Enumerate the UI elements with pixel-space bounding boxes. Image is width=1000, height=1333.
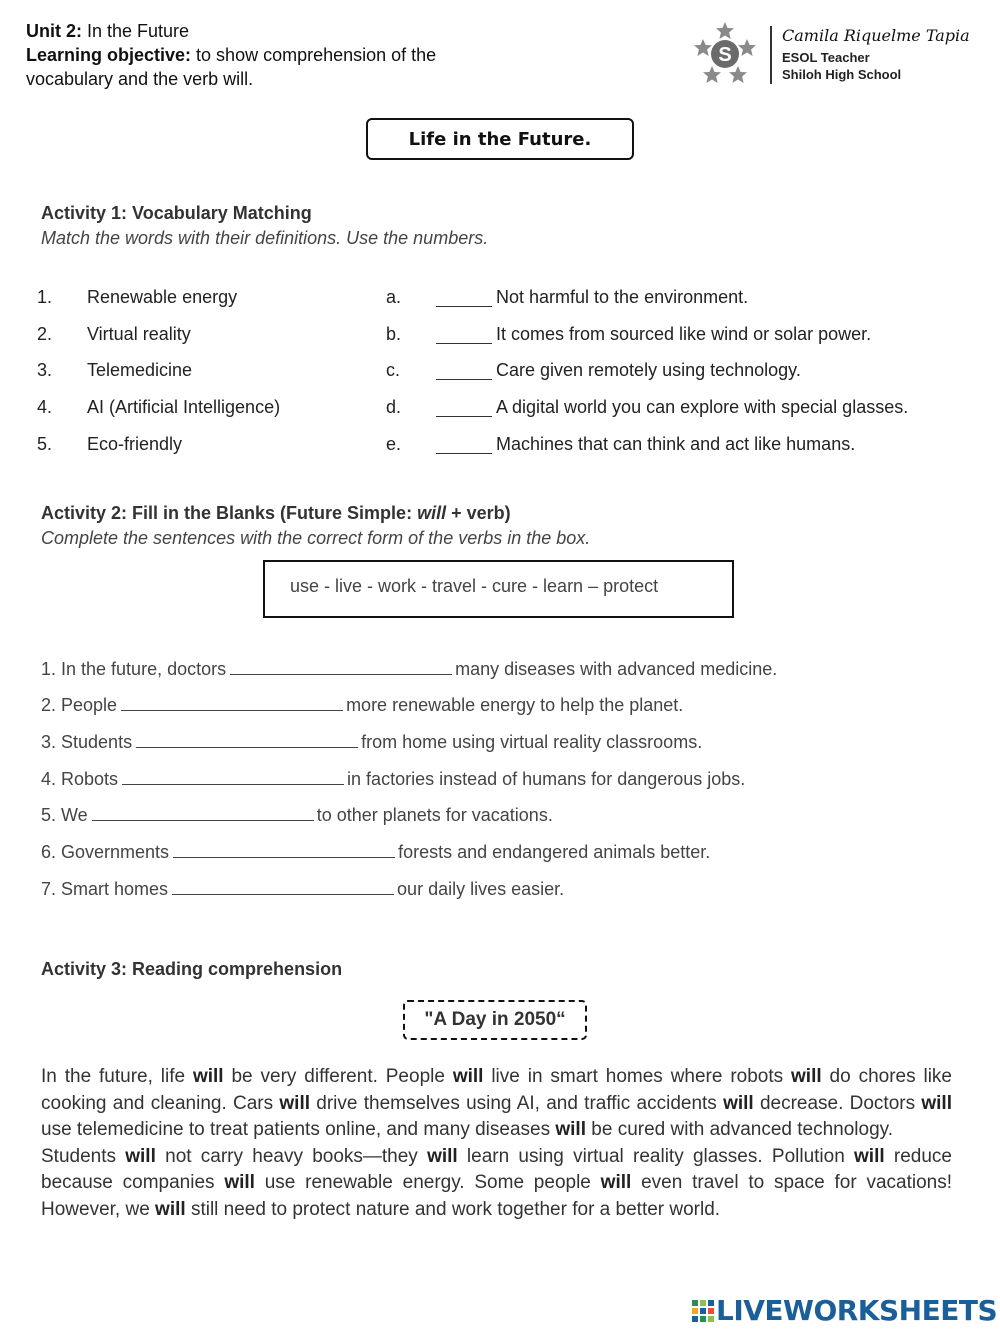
keyword-will: will: [125, 1145, 156, 1167]
sentence-start: 6. Governments: [41, 842, 170, 862]
fill-sentence: [41, 692, 683, 718]
passage-text: use telemedicine to treat patients online, and many diseases: [41, 1119, 556, 1140]
activity2-instructions: Complete the sentences with the correct form of the verbs in the box.: [41, 528, 591, 548]
definition-letter: b.: [386, 324, 402, 344]
passage-text: do chores like cooking and cleaning. Cars: [41, 1066, 952, 1114]
activity1-instructions: Match the words with their definitions. Use the numbers.: [41, 228, 489, 248]
definition: Not harmful to the environment.: [496, 287, 749, 307]
answer-blank[interactable]: [172, 876, 394, 895]
keyword-will: will: [192, 1066, 224, 1087]
reading-title: "A Day in 2050“: [403, 1000, 587, 1040]
keyword-will: will: [452, 1066, 484, 1087]
school-star-logo-icon: [690, 20, 760, 86]
passage-text: still need to protect nature and work together for a better world.: [185, 1198, 721, 1220]
matching-row: [0, 434, 1000, 462]
answer-blank[interactable]: [230, 656, 452, 675]
passage-text: decrease. Doctors: [753, 1092, 922, 1114]
passage-text: In the future, life: [41, 1066, 193, 1087]
sentence-start: 3. Students: [41, 732, 133, 752]
definition: Machines that can think and act like humans.: [496, 434, 856, 454]
passage-text: Students: [41, 1145, 126, 1167]
keyword-will: will: [600, 1172, 632, 1193]
term-number: 4.: [37, 397, 53, 417]
unit-title: In the Future: [82, 21, 190, 41]
unit-heading: [26, 19, 189, 43]
fill-sentence: [41, 729, 702, 755]
sentence-end: forests and endangered animals better.: [398, 842, 711, 862]
fill-sentence: [41, 766, 745, 792]
activity1-title: Activity 1: Vocabulary Matching: [41, 203, 312, 223]
passage-text: even travel to space for vacations! However, we: [41, 1172, 952, 1220]
activity2-title-part2: + verb): [446, 503, 511, 523]
school-name: Shiloh High School: [782, 67, 902, 82]
keyword-will: will: [555, 1119, 586, 1140]
keyword-will: will: [155, 1198, 186, 1220]
verb-box: [263, 560, 734, 618]
liveworksheets-brand: LIVEWORKSHEETS: [716, 1294, 998, 1327]
term: AI (Artificial Intelligence): [87, 397, 281, 417]
activity3-title: Activity 3: Reading comprehension: [41, 959, 343, 979]
activity2-title: [41, 503, 511, 524]
objective-line-2: vocabulary and the verb will.: [26, 69, 254, 89]
keyword-will: will: [723, 1092, 754, 1114]
definition: A digital world you can explore with special glasses.: [496, 397, 909, 417]
answer-blank[interactable]: [173, 839, 395, 858]
fill-sentence: [41, 802, 553, 828]
logo-letter: S: [718, 44, 732, 66]
term: Renewable energy: [87, 287, 238, 307]
term: Telemedicine: [87, 360, 193, 380]
sentence-start: 5. We: [41, 805, 88, 825]
passage-text: reduce because companies: [41, 1145, 952, 1193]
sentence-end: many diseases with advanced medicine.: [455, 659, 778, 679]
matching-row: [0, 397, 1000, 425]
reading-paragraph-2: [41, 1144, 952, 1224]
liveworksheets-grid-icon: [692, 1300, 714, 1324]
definition-letter: d.: [386, 397, 402, 417]
sentence-start: 1. In the future, doctors: [41, 659, 227, 679]
sentence-start: 2. People: [41, 695, 118, 715]
activity2-title-will: will: [417, 503, 447, 523]
definition-letter: a.: [386, 287, 402, 307]
answer-blank[interactable]: [122, 766, 344, 785]
answer-blank[interactable]: [436, 287, 492, 307]
sentence-start: 4. Robots: [41, 769, 119, 789]
fill-sentence: [41, 656, 777, 682]
keyword-will: will: [224, 1172, 255, 1193]
keyword-will: will: [791, 1066, 822, 1087]
reading-passage: [41, 1064, 952, 1223]
term: Eco-friendly: [87, 434, 183, 454]
passage-text: be cured with advanced technology.: [586, 1119, 894, 1140]
objective-label: Learning objective:: [26, 45, 192, 65]
worksheet-title: Life in the Future.: [366, 118, 634, 160]
reading-paragraph-1: [41, 1064, 952, 1144]
sentence-end: from home using virtual reality classrooms.: [361, 732, 703, 752]
term-number: 5.: [37, 434, 53, 454]
keyword-will: will: [921, 1092, 952, 1114]
passage-text: be very different. People: [223, 1066, 453, 1087]
definition-letter: e.: [386, 434, 402, 454]
passage-text: use renewable energy. Some people: [254, 1172, 601, 1193]
matching-row: [0, 360, 1000, 388]
passage-text: not carry heavy books—they: [155, 1145, 428, 1167]
fill-sentence: [41, 839, 710, 865]
matching-row: [0, 324, 1000, 352]
objective-text: to show comprehension of the: [191, 45, 437, 65]
teacher-role: ESOL Teacher: [782, 50, 870, 65]
definition: Care given remotely using technology.: [496, 360, 801, 380]
answer-blank[interactable]: [436, 324, 492, 344]
keyword-will: will: [279, 1092, 311, 1114]
term-number: 3.: [37, 360, 53, 380]
sentence-end: in factories instead of humans for dangerous jobs.: [347, 769, 746, 789]
answer-blank[interactable]: [92, 802, 314, 821]
fill-sentence: [41, 876, 564, 902]
passage-text: live in smart homes where robots: [483, 1066, 792, 1087]
term-number: 1.: [37, 287, 53, 307]
answer-blank[interactable]: [436, 397, 492, 417]
sentence-end: to other planets for vacations.: [316, 805, 553, 825]
definition-letter: c.: [386, 360, 401, 380]
activity2-title-part1: Activity 2: Fill in the Blanks (Future Simple:: [41, 503, 418, 523]
answer-blank[interactable]: [136, 729, 358, 748]
logo-divider: [770, 26, 772, 84]
passage-text: drive themselves using AI, and traffic accidents: [310, 1092, 724, 1114]
passage-text: learn using virtual reality glasses. Pollution: [457, 1145, 855, 1167]
teacher-name: Camila Riquelme Tapia: [782, 26, 970, 45]
verb-list: use - live - work - travel - cure - learn – protect: [290, 576, 659, 596]
keyword-will: will: [854, 1145, 885, 1167]
unit-label: Unit 2:: [26, 21, 82, 41]
objective-line: [26, 43, 436, 67]
sentence-start: 7. Smart homes: [41, 879, 169, 899]
term: Virtual reality: [87, 324, 191, 344]
liveworksheets-logo: [692, 1294, 998, 1328]
definition: It comes from sourced like wind or solar power.: [496, 324, 872, 344]
answer-blank[interactable]: [436, 360, 492, 380]
sentence-end: our daily lives easier.: [397, 879, 565, 899]
term-number: 2.: [37, 324, 53, 344]
keyword-will: will: [427, 1145, 458, 1167]
sentence-end: more renewable energy to help the planet.: [346, 695, 684, 715]
answer-blank[interactable]: [121, 692, 343, 711]
matching-row: [0, 287, 1000, 315]
answer-blank[interactable]: [436, 434, 492, 454]
